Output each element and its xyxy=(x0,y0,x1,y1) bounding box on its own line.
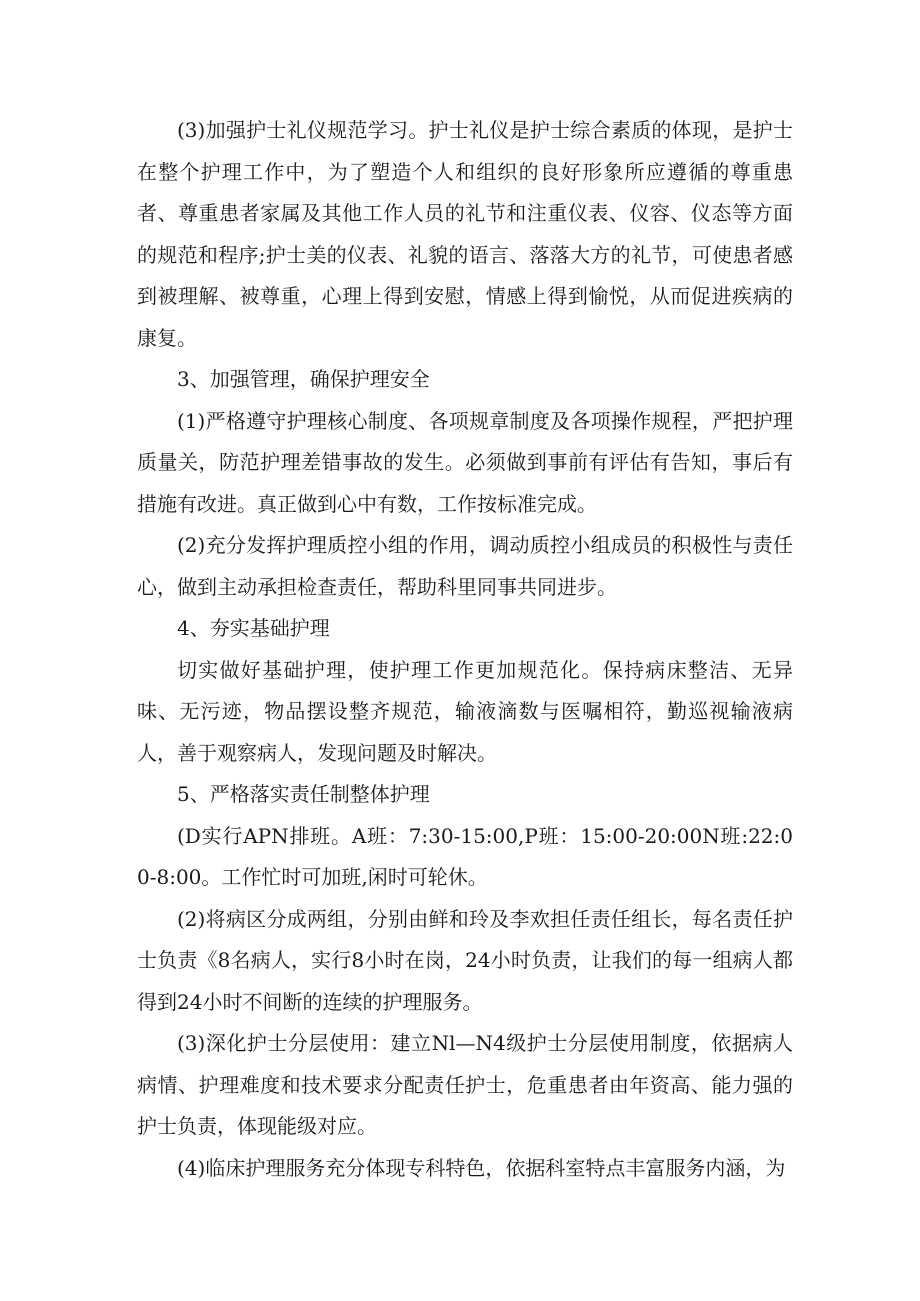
paragraph-ward-groups: (2)将病区分成两组，分别由鲜和玲及李欢担任责任组长，每名责任护士负责《8名病人，实行8小时在岗，24小时负责，让我们的每一组病人都得到24小时不间断的连续的护理服务。 xyxy=(137,906,793,1014)
paragraph-core-system: (1)严格遵守护理核心制度、各项规章制度及各项操作规程，严把护理质量关，防范护理差错事故的发生。必须做到事前有评估有告知，事后有措施有改进。真正做到心中有数，工作按标准完成。 xyxy=(137,408,793,516)
section-heading-5: 5、严格落实责任制整体护理 xyxy=(177,782,430,806)
document-body xyxy=(137,110,793,1189)
section-heading-4: 4、夯实基础护理 xyxy=(177,616,330,640)
paragraph-etiquette: (3)加强护士礼仪规范学习。护士礼仪是护士综合素质的体现，是护士在整个护理工作中，为了塑造个人和组织的良好形象所应遵循的尊重患者、尊重患者家属及其他工作人员的礼节和注重仪表、仪容、仪态等方面的规范和程序;护士美的仪表、礼貌的语言、落落大方的礼节，可使患者感到被理解、被尊重，心理上得到安慰，情感上得到愉悦，从而促进疾病的康复。 xyxy=(137,118,793,350)
paragraph-specialty-service: (4)临床护理服务充分体现专科特色，依据科室特点丰富服务内涵，为 xyxy=(177,1155,786,1180)
section-heading-3: 3、加强管理，确保护理安全 xyxy=(177,367,430,391)
paragraph-basic-care: 切实做好基础护理，使护理工作更加规范化。保持病床整洁、无异味、无污迹，物品摆设整齐规范，输液滴数与医嘱相符，勤巡视输液病人，善于观察病人，发现问题及时解决。 xyxy=(137,657,793,765)
paragraph-quality-group: (2)充分发挥护理质控小组的作用，调动质控小组成员的积极性与责任心，做到主动承担检查责任，帮助科里同事共同进步。 xyxy=(137,533,793,599)
paragraph-tiered-nurses: (3)深化护士分层使用：建立Nl—N4级护士分层使用制度，依据病人病情、护理难度和技术要求分配责任护士，危重患者由年资高、能力强的护士负责，体现能级对应。 xyxy=(137,1031,793,1138)
paragraph-apn-shifts: (D实行APN排班。A班：7:30-15:00,P班：15:00-20:00N班:22:00-8:00。工作忙时可加班,闲时可轮休。 xyxy=(137,823,793,889)
